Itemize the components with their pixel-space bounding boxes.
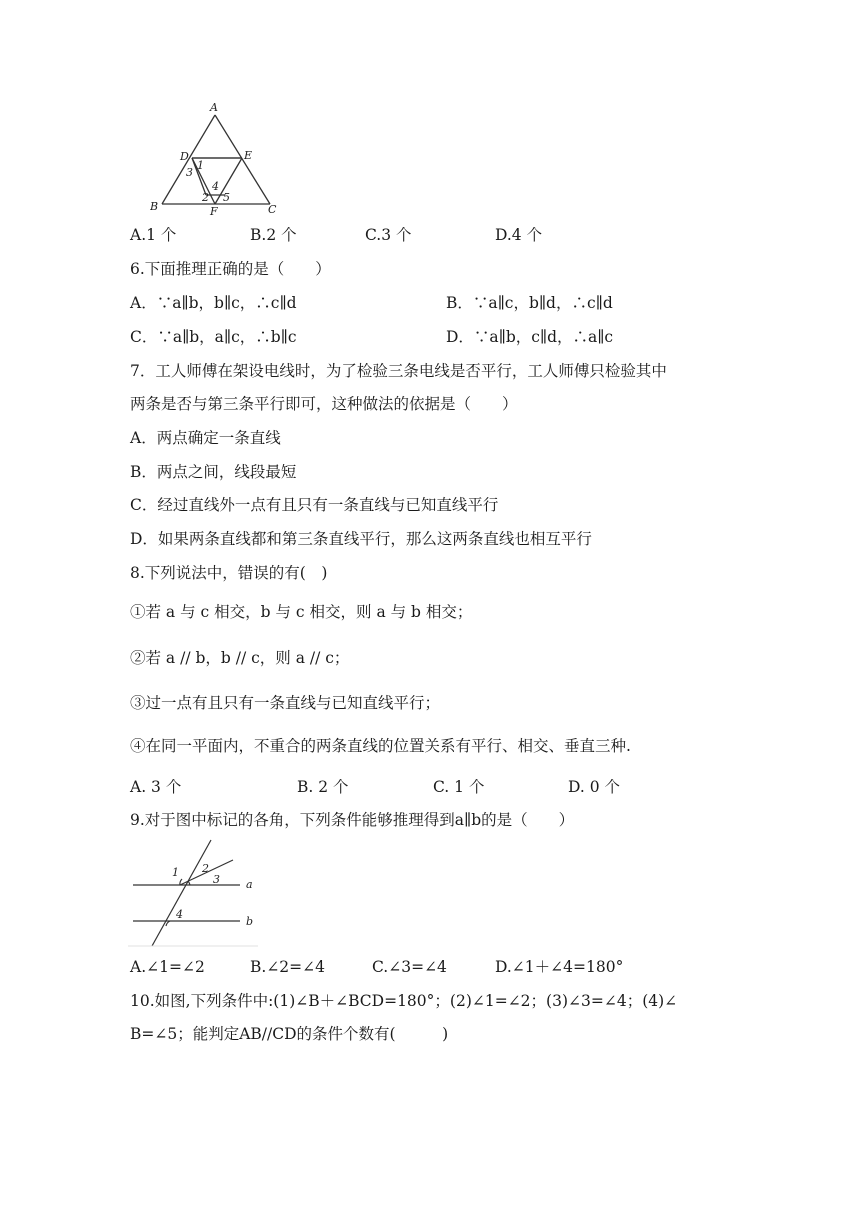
q9-parallel-lines-figure	[128, 838, 263, 950]
q7-option-d[interactable]: D．如果两条直线都和第三条直线平行，那么这两条直线也相互平行	[130, 530, 592, 548]
label-angle-5: 5	[223, 191, 230, 204]
q8-statement-3: ③过一点有且只有一条直线与已知直线平行；	[130, 694, 441, 712]
q5-option-a[interactable]: A.1 个	[130, 226, 177, 244]
q9-label-line-b: b	[246, 915, 254, 928]
q9-option-b[interactable]: B.∠2=∠4	[250, 958, 326, 976]
q9-option-c[interactable]: C.∠3=∠4	[372, 958, 447, 976]
q9-option-a[interactable]: A.∠1=∠2	[130, 958, 205, 976]
label-E: E	[244, 149, 253, 162]
q9-label-line-a: a	[246, 878, 253, 891]
q9-stem: 9.对于图中标记的各角，下列条件能够推理得到a∥b的是（ ）	[130, 811, 575, 829]
label-angle-2: 2	[202, 191, 209, 204]
q8-option-b[interactable]: B. 2 个	[297, 778, 349, 796]
q9-option-d[interactable]: D.∠1＋∠4=180°	[495, 958, 624, 976]
q8-statement-4: ④在同一平面内，不重合的两条直线的位置关系有平行、相交、垂直三种.	[130, 737, 631, 755]
q9-label-angle-3: 3	[213, 873, 220, 886]
q7-option-b[interactable]: B．两点之间，线段最短	[130, 463, 297, 481]
q6-option-a[interactable]: A．∵a∥b，b∥c，∴c∥d	[130, 294, 297, 312]
q7-stem-line1: 7．工人师傅在架设电线时，为了检验三条电线是否平行，工人师傅只检验其中	[130, 362, 667, 380]
q8-statement-2: ②若 a // b，b // c，则 a // c；	[130, 649, 350, 667]
q10-stem-line2: B=∠5；能判定AB//CD的条件个数有( )	[130, 1025, 449, 1043]
q7-option-c[interactable]: C．经过直线外一点有且只有一条直线与已知直线平行	[130, 496, 499, 514]
q7-stem-line2: 两条是否与第三条平行即可，这种做法的依据是（ ）	[130, 395, 518, 413]
label-angle-4: 4	[212, 180, 219, 193]
q10-stem-line1: 10.如图,下列条件中:(1)∠B＋∠BCD=180°；(2)∠1=∠2；(3)∠3=∠4；(4)∠	[130, 992, 678, 1010]
q5-triangle-figure	[150, 100, 290, 218]
label-C: C	[268, 203, 277, 216]
label-D: D	[180, 150, 189, 163]
label-B: B	[150, 200, 159, 213]
q6-stem: 6.下面推理正确的是（ ）	[130, 260, 331, 278]
q9-label-angle-1: 1	[172, 866, 179, 879]
q8-option-c[interactable]: C. 1 个	[433, 778, 485, 796]
q9-label-angle-4: 4	[176, 908, 183, 921]
q7-option-a[interactable]: A．两点确定一条直线	[130, 429, 281, 447]
q6-option-d[interactable]: D．∵a∥b，c∥d，∴a∥c	[446, 328, 614, 346]
q6-option-b[interactable]: B．∵a∥c，b∥d，∴c∥d	[446, 294, 613, 312]
q6-option-c[interactable]: C．∵a∥b，a∥c，∴b∥c	[130, 328, 297, 346]
q9-label-angle-2: 2	[202, 862, 209, 875]
q8-stem: 8.下列说法中，错误的有( )	[130, 564, 328, 582]
label-A: A	[210, 101, 218, 114]
q5-option-c[interactable]: C.3 个	[365, 226, 412, 244]
label-F: F	[210, 205, 218, 218]
label-angle-1: 1	[197, 159, 204, 172]
q8-option-d[interactable]: D. 0 个	[568, 778, 621, 796]
q5-option-d[interactable]: D.4 个	[495, 226, 543, 244]
q8-option-a[interactable]: A. 3 个	[130, 778, 182, 796]
label-angle-3: 3	[186, 166, 193, 179]
q5-option-b[interactable]: B.2 个	[250, 226, 297, 244]
q8-statement-1: ①若 a 与 c 相交，b 与 c 相交，则 a 与 b 相交；	[130, 603, 473, 621]
